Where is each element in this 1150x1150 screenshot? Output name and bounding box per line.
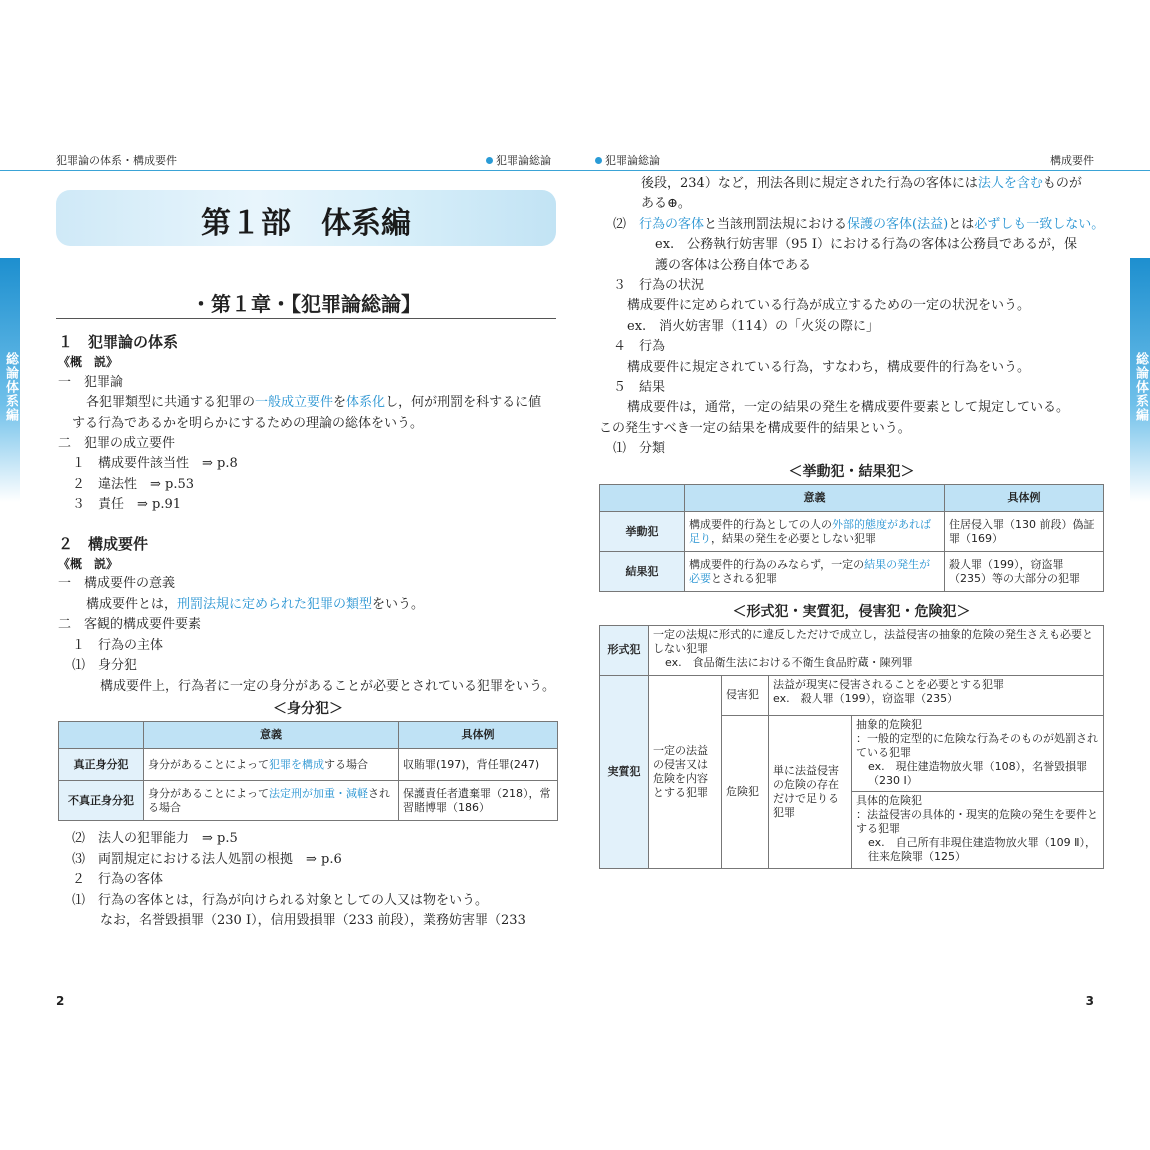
bullet-dot-icon <box>595 157 602 164</box>
bullet-dot-icon <box>486 157 493 164</box>
text: 後段，234）など，刑法各則に規定された行為の客体には <box>641 176 978 191</box>
keishiki-table <box>599 625 1104 869</box>
paragraph: ex. 公務執行妨害罪（95 Ⅰ）における行為の客体は公務員であるが，保 <box>655 237 1077 253</box>
row-subheader: 侵害犯 <box>722 675 769 715</box>
highlight: 一般成立要件 <box>255 395 334 411</box>
table-cell: 住居侵入罪（130 前段）偽証罪（169） <box>945 512 1104 552</box>
running-head-chapter-text: 犯罪論総論 <box>605 154 660 167</box>
paragraph <box>599 174 1104 194</box>
list-item: ⑵ 法人の犯罪能力 ⇒ p.5 <box>72 831 238 847</box>
row-header: 形式犯 <box>600 625 649 675</box>
left-body <box>58 328 558 931</box>
list-item: ２ 行為の客体 <box>72 872 164 888</box>
row-header: 挙動犯 <box>600 512 685 552</box>
text: をいう。 <box>372 596 425 612</box>
paragraph: 構成要件に定められている行為が成立するための一定の状況をいう。 <box>627 298 1031 314</box>
table-cell <box>144 781 399 821</box>
table-header: 意義 <box>685 485 945 512</box>
table-header: 具体例 <box>399 722 558 749</box>
gutai-kiken <box>852 791 1103 866</box>
paragraph <box>58 595 558 615</box>
page-number: 2 <box>56 994 65 1008</box>
part-title: 第１部 体系編 <box>201 206 411 241</box>
cell-text: 法益が現実に侵害されることを必要とする犯罪 <box>773 677 1004 691</box>
paragraph: する行為であるかを明らかにするための理論の総体をいう。 <box>72 415 424 431</box>
text: ものが <box>1042 176 1082 191</box>
row-header: 結果犯 <box>600 552 685 592</box>
table-title: ＜挙動犯・結果犯＞ <box>788 463 915 480</box>
subheading: 一 犯罪論 <box>58 374 124 390</box>
cell-example: ex. 自己所有非現住建造物放火罪（109 Ⅱ），往来危険罪（125） <box>868 835 1096 863</box>
kyodo-table <box>599 484 1104 592</box>
side-tab: 総論体系編 <box>0 258 20 502</box>
highlight: 法人を含む <box>977 176 1043 191</box>
chapter-title: ・第１章・【犯罪論総論】 <box>191 292 421 316</box>
text: 身分があることによって <box>148 757 269 771</box>
paragraph: 構成要件上，行為者に一定の身分があることが必要とされている犯罪をいう。 <box>100 678 556 694</box>
list-item: ２ 違法性 ⇒ p.53 <box>72 476 195 492</box>
paragraph: ex. 消火妨害罪（114）の「火災の際に」 <box>627 318 879 334</box>
highlight: 外部的態度があれば足り <box>689 517 931 545</box>
text: とは <box>948 216 975 232</box>
text: 各犯罪類型に共通する犯罪の <box>86 395 256 411</box>
left-page <box>0 148 575 1028</box>
text: とされる犯罪 <box>711 571 777 585</box>
row-header: 真正身分犯 <box>59 749 144 781</box>
highlight: 結果の発生が必要 <box>689 557 931 585</box>
text: 構成要件とは， <box>86 596 178 612</box>
table-title: ＜身分犯＞ <box>273 700 343 717</box>
highlight: 行為の客体 <box>639 216 705 232</box>
paragraph: ある⊕。 <box>641 196 691 212</box>
highlight: 保護の客体(法益) <box>847 216 949 232</box>
cell-example: ex. 現住建造物放火罪（108），名誉毀損罪（230 Ⅰ） <box>868 759 1088 787</box>
table-cell <box>769 675 1104 715</box>
mibun-table <box>58 721 558 821</box>
running-head-section: 構成要件 <box>1050 154 1094 167</box>
right-page <box>575 148 1150 1028</box>
running-head-section: 犯罪論の体系・構成要件 <box>56 154 177 167</box>
row-header: 実質犯 <box>600 675 649 868</box>
highlight: 体系化 <box>346 395 386 411</box>
row-header: 不真正身分犯 <box>59 781 144 821</box>
text: する場合 <box>324 757 368 771</box>
highlight: 刑罰法規に定められた犯罪の類型 <box>177 596 373 612</box>
subheading: 二 客観的構成要件要素 <box>58 617 202 633</box>
text: 構成要件的行為のみならず，一定の <box>689 557 865 571</box>
table-header: 意義 <box>144 722 399 749</box>
list-item: １ 構成要件該当性 ⇒ p.8 <box>72 456 238 472</box>
side-tab: 総論体系編 <box>1130 258 1150 502</box>
running-head-chapter <box>486 152 551 168</box>
page-number: 3 <box>1085 994 1094 1008</box>
cell-text: ：一般的定型的に危険な行為そのものが処罰されている犯罪 <box>856 731 1098 759</box>
part-banner <box>56 190 556 246</box>
paragraph: なお，名誉毀損罪（230 Ⅰ），信用毀損罪（233 前段），業務妨害罪（233 <box>100 912 526 928</box>
list-item: ⑶ 両罰規定における法人処罰の根拠 ⇒ p.6 <box>72 851 342 867</box>
list-item: ⑴ 分類 <box>613 441 666 457</box>
list-item: ⑴ 行為の客体とは，行為が向けられる対象としての人又は物をいう。 <box>72 892 489 908</box>
section-heading: ２ 構成要件 <box>58 534 149 553</box>
table-header: 具体例 <box>945 485 1104 512</box>
table-cell <box>649 625 1104 675</box>
running-head <box>575 148 1150 171</box>
table-cell: 収賄罪(197)，背任罪(247) <box>399 749 558 781</box>
text: 構成要件的行為としての人の <box>689 517 832 531</box>
text: される場合 <box>148 786 390 814</box>
subheading: 一 構成要件の意義 <box>58 576 176 592</box>
subheading: 二 犯罪の成立要件 <box>58 436 176 452</box>
paragraph: この発生すべき一定の結果を構成要件的結果という。 <box>599 420 911 436</box>
chapter-divider <box>56 318 556 319</box>
table-corner <box>59 722 144 749</box>
table-cell: 殺人罪（199），窃盗罪（235）等の大部分の犯罪 <box>945 552 1104 592</box>
section-heading: １ 犯罪論の体系 <box>58 333 179 351</box>
right-body <box>599 174 1104 869</box>
text: ，結果の発生を必要としない犯罪 <box>711 531 876 545</box>
list-item: ４ 行為 <box>613 339 666 355</box>
paragraph: 護の客体は公務自体である <box>655 257 812 273</box>
cell-text: ：法益侵害の具体的・現実的危険の発生を要件とする犯罪 <box>856 807 1098 835</box>
kiken-meaning: 単に法益侵害の危険の存在だけで足りる犯罪 <box>769 716 852 868</box>
list-item: ３ 行為の状況 <box>613 278 705 294</box>
cell-text: 一定の法規に形式的に違反しただけで成立し，法益侵害の抽象的危険の発生さえも必要としない犯罪 <box>653 627 1093 655</box>
table-corner <box>600 485 685 512</box>
list-item: １ 行為の主体 <box>72 637 164 653</box>
cell-title: 抽象的危険犯 <box>856 717 922 731</box>
table-cell <box>685 552 945 592</box>
running-head-chapter-text: 犯罪論総論 <box>496 154 551 167</box>
running-head <box>0 148 575 171</box>
table-cell <box>685 512 945 552</box>
list-item: ３ 責任 ⇒ p.91 <box>72 497 182 513</box>
row-subheader: 危険犯 <box>722 715 769 868</box>
highlight: 必ずしも一致しない。 <box>974 216 1104 232</box>
text: ⑵ <box>613 216 640 232</box>
text: 身分があることによって <box>148 786 269 800</box>
gaisetsu-label: 《概 説》 <box>58 355 119 370</box>
gaisetsu-label: 《概 説》 <box>58 557 119 572</box>
cell-title: 具体的危険犯 <box>856 793 922 807</box>
list-item: ５ 結果 <box>613 380 666 396</box>
chusho-kiken <box>852 716 1103 868</box>
highlight: 法定刑が加重・減軽 <box>269 786 368 800</box>
text: と当該刑罰法規における <box>704 216 848 232</box>
table-cell: 保護責任者遺棄罪（218），常習賭博罪（186） <box>399 781 558 821</box>
paragraph: 構成要件は，通常，一定の結果の発生を構成要件要素として規定している。 <box>627 400 1070 416</box>
paragraph <box>58 393 558 413</box>
table-title: ＜形式犯・実質犯，侵害犯・危険犯＞ <box>732 604 971 621</box>
table-cell <box>769 715 1104 868</box>
running-head-chapter <box>595 152 660 168</box>
paragraph <box>599 215 1104 235</box>
cell-example: ex. 殺人罪（199），窃盗罪（235） <box>773 691 959 705</box>
paragraph: 構成要件に規定されている行為，すなわち，構成要件的行為をいう。 <box>627 359 1031 375</box>
text: し，何が刑罰を科するに値 <box>385 395 542 411</box>
list-item: ⑴ 身分犯 <box>72 658 138 674</box>
table-cell <box>144 749 399 781</box>
text: を <box>333 395 347 411</box>
cell-example: ex. 食品衛生法における不衛生食品貯蔵・陳列罪 <box>665 655 913 669</box>
highlight: 犯罪を構成 <box>269 757 324 771</box>
table-cell: 一定の法益の侵害又は危険を内容とする犯罪 <box>649 675 722 868</box>
